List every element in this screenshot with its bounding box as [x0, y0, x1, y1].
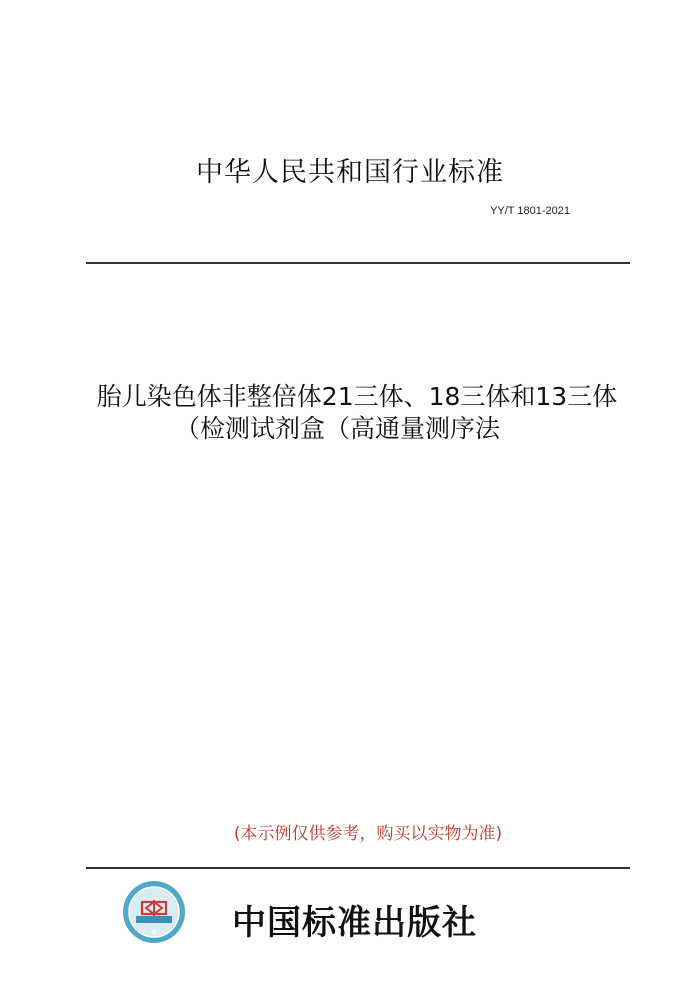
document-title-line-1: 胎儿染色体非整倍体21三体、18三体和13三体 — [96, 382, 618, 411]
sample-notice: (本示例仅供参考，购买以实物为准) — [233, 824, 503, 844]
publisher-name: 中国标准出版社 — [232, 903, 477, 943]
header-title: 中华人民共和国行业标准 — [196, 157, 504, 188]
publisher-seal-icon — [122, 880, 186, 944]
bottom-divider — [86, 867, 630, 869]
document-title-line-2: （检测试剂盒（高通量测序法 — [175, 414, 501, 443]
top-divider — [86, 262, 630, 264]
standard-code: YY/T 1801-2021 — [490, 205, 570, 217]
